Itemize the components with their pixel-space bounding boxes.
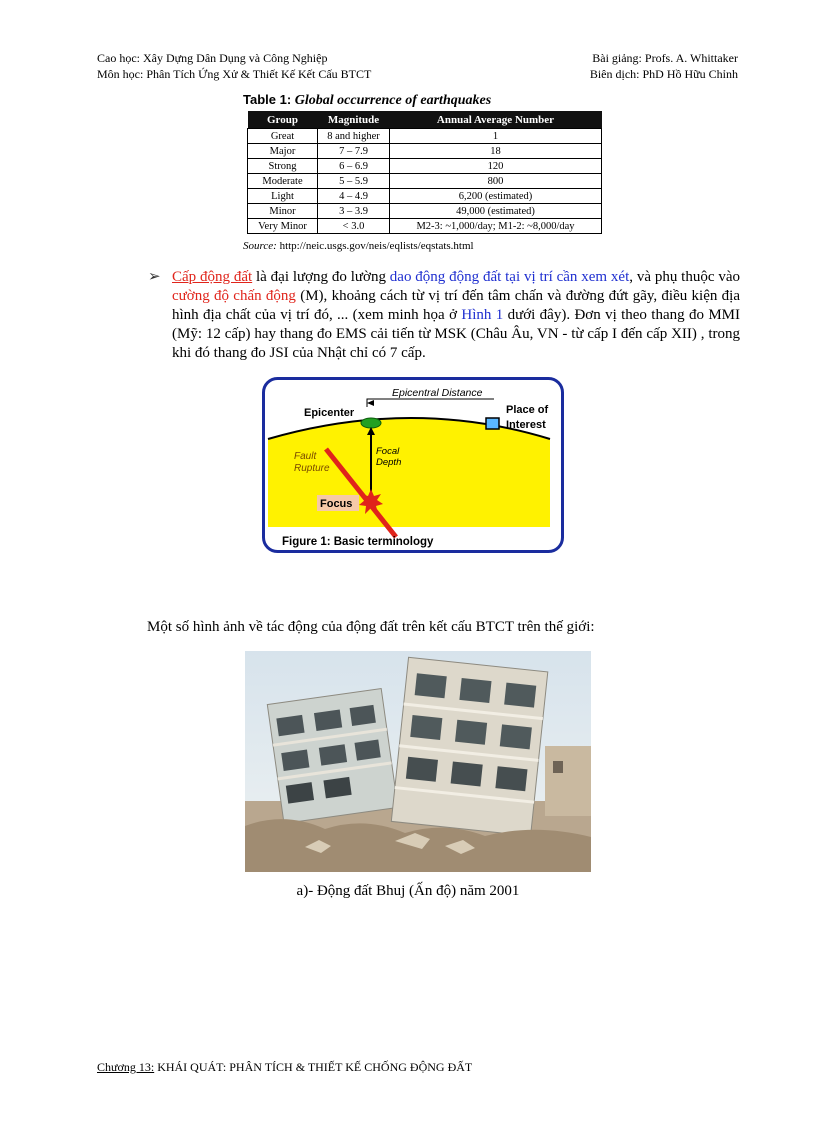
figure-reference: Hình 1 <box>461 307 504 323</box>
term-link[interactable]: Cấp động đất <box>172 269 253 285</box>
cell: 4 – 4.9 <box>318 189 390 204</box>
figure-basic-terminology <box>262 377 564 553</box>
table-row <box>248 144 602 159</box>
cell: < 3.0 <box>318 219 390 234</box>
header-lecturer: Bài giảng: Profs. A. Whittaker <box>592 51 738 65</box>
table-source: Source: http://neic.usgs.gov/neis/eqlists/eqstats.html <box>243 240 474 252</box>
figure-caption: Figure 1: Basic terminology <box>282 536 434 548</box>
label-focal-1: Focal <box>376 446 400 457</box>
col-group: Group <box>248 111 318 129</box>
table-row <box>248 159 602 174</box>
col-annual: Annual Average Number <box>390 111 602 129</box>
header-right <box>590 50 738 82</box>
table-header-row <box>248 111 602 129</box>
photo-bhuj-earthquake <box>245 651 591 872</box>
background-house <box>545 746 591 816</box>
label-place-2: Interest <box>506 419 546 431</box>
cell: 49,000 (estimated) <box>390 204 602 219</box>
cell: Moderate <box>248 174 318 189</box>
col-magnitude: Magnitude <box>318 111 390 129</box>
table-row <box>248 219 602 234</box>
label-fault-1: Fault <box>294 451 317 462</box>
label-epicenter: Epicenter <box>304 407 355 419</box>
paragraph-text: Cấp động đất là đại lượng đo lường dao động động đất tại vị trí cần xem xét, và phụ thuộc vào cường độ chấn động (M), khoảng cách từ vị trí đến tâm chấn và đường đứt gãy, điều kiện địa hình địa chất của vị trí đó, ... (xem minh họa ở Hình 1 dưới đây). Đơn vị theo thang đo MMI (Mỹ: 12 cấp) hay thang đo EMS cải tiến từ MSK (Châu Âu, VN - từ cấp I đến cấp XII) , trong khi đó thang đo JSI của Nhật chỉ có 7 cấp. <box>172 269 741 361</box>
table-row <box>248 129 602 144</box>
cell: Major <box>248 144 318 159</box>
cell: 6,200 (estimated) <box>390 189 602 204</box>
cell: 800 <box>390 174 602 189</box>
header-course: Cao học: Xây Dựng Dân Dụng và Công Nghiệp <box>97 51 328 65</box>
label-focus: Focus <box>320 498 353 510</box>
cell: Light <box>248 189 318 204</box>
label-place-1: Place of <box>506 404 549 416</box>
cell: 6 – 6.9 <box>318 159 390 174</box>
footer-title: KHÁI QUÁT: PHÂN TÍCH & THIẾT KẾ CHỐNG ĐỘNG ĐẤT <box>154 1060 473 1074</box>
cell: Strong <box>248 159 318 174</box>
label-epicentral: Epicentral Distance <box>392 387 483 399</box>
header-translator: Biên dịch: PhD Hồ Hữu Chỉnh <box>589 67 738 81</box>
cell: 18 <box>390 144 602 159</box>
definition-paragraph <box>148 268 740 363</box>
background-window <box>553 761 563 773</box>
header-subject: Môn học: Phân Tích Ứng Xử & Thiết Kế Kết Cấu BTCT <box>97 67 372 81</box>
cell: 5 – 5.9 <box>318 174 390 189</box>
cell: 8 and higher <box>318 129 390 144</box>
cell: 3 – 3.9 <box>318 204 390 219</box>
cell: 7 – 7.9 <box>318 144 390 159</box>
cell: M2-3: ~1,000/day; M1-2: ~8,000/day <box>390 219 602 234</box>
table-row <box>248 174 602 189</box>
header-left <box>97 50 371 82</box>
footer-chapter: Chương 13: <box>97 1060 155 1074</box>
cell: Great <box>248 129 318 144</box>
label-focal-2: Depth <box>376 457 402 468</box>
section-caption: Một số hình ảnh về tác động của động đất trên kết cấu BTCT trên thế giới: <box>147 619 595 635</box>
left-building <box>267 689 398 824</box>
place-marker-icon <box>486 418 499 429</box>
table-row <box>248 204 602 219</box>
cell: Very Minor <box>248 219 318 234</box>
cell: Minor <box>248 204 318 219</box>
right-building <box>391 657 547 836</box>
footer <box>97 1060 472 1075</box>
table-row <box>248 189 602 204</box>
cell: 1 <box>390 129 602 144</box>
table-title: Table 1: Global occurrence of earthquakes <box>243 92 492 108</box>
photo-caption: a)- Động đất Bhuj (Ấn độ) năm 2001 <box>296 883 520 899</box>
cell: 120 <box>390 159 602 174</box>
bullet-arrow-icon: ➢ <box>148 269 161 285</box>
earthquake-table <box>247 111 602 234</box>
epicenter-marker-icon <box>361 418 381 428</box>
label-fault-2: Rupture <box>294 463 330 474</box>
